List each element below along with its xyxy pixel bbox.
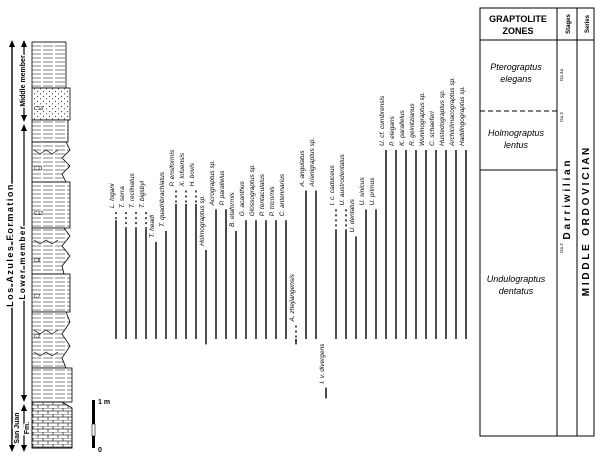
stratigraphic-column	[32, 42, 72, 448]
zone-code: Da 4a	[559, 68, 564, 82]
species-label: T. bigsbyi	[139, 180, 146, 209]
bed-label: C13	[34, 106, 44, 112]
zone-name-line1: Undulograptus	[486, 274, 546, 284]
lower-member-label: Lower member	[18, 224, 27, 300]
scale-bar	[92, 399, 110, 454]
zone-name-line1: Holmograptus	[487, 128, 545, 138]
species-label: T. reclinatus	[129, 173, 136, 209]
bed-label: C8	[34, 258, 41, 264]
zone-name-line2: elegans	[500, 74, 532, 84]
species-label: L. logani	[109, 183, 116, 209]
species-label: Archiclimacograptus sp.	[449, 77, 456, 146]
species-label: G. acanthus	[239, 181, 246, 217]
zone-table	[480, 8, 594, 436]
species-label: B. etaformis	[229, 192, 236, 227]
species-label: C. schaeferi	[429, 111, 436, 146]
species-label: I. v. divergens	[319, 343, 326, 384]
bed-label: C2	[34, 334, 41, 340]
series-header: Series	[585, 14, 591, 34]
species-label: A. angulatus	[299, 150, 306, 187]
series-name: M I D D L E O R D O V I C I A N	[581, 147, 592, 297]
species-label: P. elegans	[389, 116, 396, 146]
species-label: R. geinitzianus	[409, 103, 416, 146]
zone-name-line2: dentatus	[498, 286, 534, 296]
species-ranges	[109, 77, 466, 399]
species-label: U. cf. cumbrensis	[379, 95, 386, 146]
species-label: Acrograptus sp.	[209, 159, 216, 206]
base-unit-label-2: Fm.	[24, 421, 31, 435]
species-label: K. parallelus	[399, 110, 406, 146]
species-label: P. ensiformis	[169, 149, 176, 187]
zone-name-line1: Pterograptus	[490, 62, 542, 72]
scale-bottom-label: 0	[98, 447, 102, 454]
middle-member-label: Middle member	[20, 55, 27, 107]
species-label: Glossograptus sp.	[249, 163, 256, 217]
base-unit-label-1: San Juan	[14, 412, 21, 444]
zone-code: Da 2	[559, 243, 564, 253]
zone-code: Da 3	[559, 112, 564, 122]
bed-label: C7	[34, 294, 41, 300]
species-label: T. quadribrachiatus	[159, 171, 166, 227]
species-label: X. lofuensis	[179, 152, 186, 187]
species-label: P. tentaculatus	[259, 174, 266, 217]
species-label: A. zhejiangensis	[289, 274, 296, 322]
stages-header: Stages	[566, 14, 572, 34]
species-label: Wuninograptus sp.	[419, 91, 426, 146]
bed-label: C11	[34, 166, 43, 172]
species-label: Hustedograptus sp.	[439, 89, 446, 146]
zones-title-line1: GRAPTOLITE	[489, 14, 547, 24]
species-label: U. dentatus	[349, 199, 356, 233]
species-label: T. headi	[149, 214, 156, 238]
species-label: P. parallelus	[219, 170, 226, 206]
species-label: T. serra	[119, 186, 126, 209]
species-label: U. sinicus	[359, 177, 366, 206]
scale-top-label: 1 m	[98, 399, 111, 406]
bed-label: C12	[34, 211, 44, 217]
zone-name-line2: lentus	[503, 140, 529, 150]
species-label: Arienigraptus sp.	[309, 137, 316, 187]
species-label: U. austrodentatus	[339, 154, 346, 206]
species-label: H. bovis	[189, 163, 196, 187]
species-label: C. antennarius	[279, 173, 286, 217]
species-label: Holmograptus sp.	[199, 194, 206, 246]
formation-label: Los Azules Formation	[5, 183, 15, 307]
stage-name: D a r r i w i l i a n	[562, 160, 573, 240]
zones-title-line2: ZONES	[502, 26, 534, 36]
species-label: I. c. caduceus	[329, 165, 336, 206]
species-label: U. primus	[369, 177, 376, 206]
species-label: Haddingograptus sp.	[459, 86, 466, 146]
species-label: P. tricornis	[269, 186, 276, 217]
